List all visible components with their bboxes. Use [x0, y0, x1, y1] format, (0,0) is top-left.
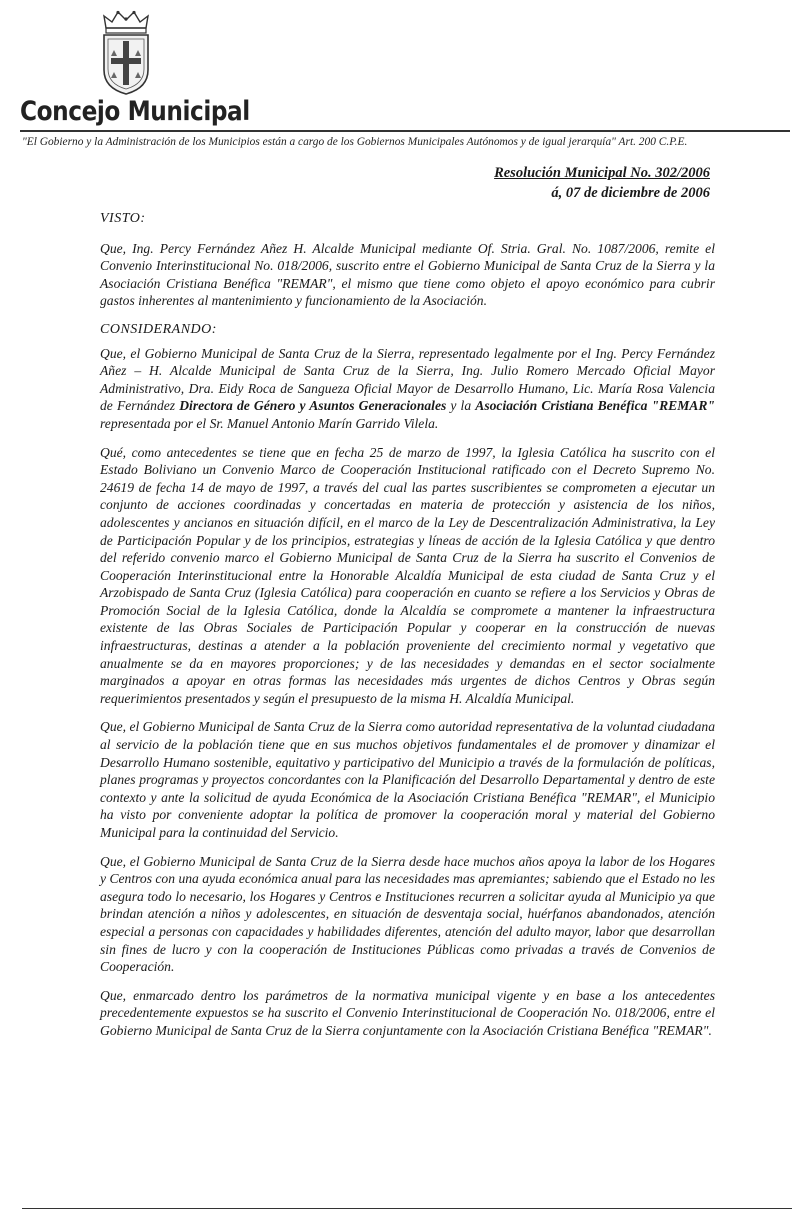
paragraph-text: representada por el Sr. Manuel Antonio Marín Garrido Vilela.: [100, 415, 439, 431]
considerando-paragraph-1: [100, 345, 715, 433]
bold-asociacion-remar: Asociación Cristiana Benéfica "REMAR": [475, 398, 715, 414]
paragraph-text: y la: [446, 398, 476, 414]
visto-heading: VISTO:: [100, 211, 146, 226]
considerando-heading: CONSIDERANDO:: [100, 321, 217, 337]
resolution-date: á, 07 de diciembre de 2006: [551, 185, 710, 201]
header-divider: [20, 130, 790, 132]
considerando-paragraph-2: Qué, como antecedentes se tiene que en fecha 25 de marzo de 1997, la Iglesia Católica ha suscrito con el Estado Boliviano un Convenio Marco de Cooperación Institucional ratificado con el Decreto Supremo No. 24619 de fecha 14 de mayo de 1997, a través del cual las partes suscribientes se comprometen a ejecutar un conjunto de acciones coordinadas y concertadas en materia de protección y asistencia de los niños, adolescentes y ancianos en situación difícil, en el marco de la Ley de Descentralización Administrativa, la Ley de Participación Popular y de los principios, estrategias y líneas de acción de la Iglesia Católica y que dentro del referido convenio marco el Gobierno Municipal de Santa Cruz de la Sierra ha suscrito el Convenios de Cooperación Interinstitucional entre la Honorable Alcaldía Municipal de esta ciudad de Santa Cruz y el Arzobispado de Santa Cruz (Iglesia Católica) para cooperación en cuanto se refiere a los Servicios y Obras de Promoción Social de la Iglesia Católica, donde la Alcaldía se compromete a mantener la infraestructura existente de las Obras Sociales de Participación Popular y cooperar en la construcción de nuevas infraestructuras, destinas a atender a la población proveniente del crecimiento normal y vegetativo que anualmente se da en mayores proporciones; y de las necesidades y demandas en el sector socialmente marginados a apoyar en otras formas las necesidades más urgentes de dichos Centros y Obras según requerimientos presentados y según el presupuesto de la misma H. Alcaldía Municipal.: [100, 444, 715, 706]
resolution-block: [494, 163, 710, 203]
organization-title: Concejo Municipal: [20, 96, 250, 127]
coat-of-arms-icon: [98, 10, 154, 96]
paragraph-text: Que, el Gobierno Municipal de Santa Cruz de la Sierra, representado legalmente por el Ing. Percy Fernández Añez – H. Alcalde Municipal de Santa Cruz de la Sierra, Ing. Julio Romero Mercado Oficial Mayor Administrativo, Dra. Eidy Roca de Sangueza Oficial Mayor de Desarrollo Humano, Lic. María Rosa Valencia de Fernández: [100, 345, 715, 414]
header-motto: "El Gobierno y la Administración de los Municipios están a cargo de los Gobiernos Municipales Autónomos y de igual jerarquía" Art. 200 C.P.E.: [22, 136, 688, 148]
visto-paragraph: Que, Ing. Percy Fernández Añez H. Alcalde Municipal mediante Of. Stria. Gral. No. 1087/2006, remite el Convenio Interinstitucional No. 018/2006, suscrito entre el Gobierno Municipal de Santa Cruz de la Sierra y la Asociación Cristiana Benéfica "REMAR", el mismo que tiene como objeto el apoyo económico para cubrir gastos inherentes al mantenimiento y funcionamiento de la Asociación.: [100, 240, 715, 309]
resolution-number: Resolución Municipal No. 302/2006: [494, 165, 710, 181]
considerando-paragraph-5: Que, enmarcado dentro los parámetros de la normativa municipal vigente y en base a los antecedentes precedentemente expuestos se ha suscrito el Convenio Interinstitucional de Cooperación No. 018/2006, entre el Gobierno Municipal de Santa Cruz de la Sierra conjuntamente con la Asociación Cristiana Benéfica "REMAR".: [100, 987, 715, 1038]
document-body: [100, 210, 715, 1051]
bold-title-directora: Directora de Género y Asuntos Generacionales: [179, 398, 447, 414]
considerando-paragraph-4: Que, el Gobierno Municipal de Santa Cruz de la Sierra desde hace muchos años apoya la labor de los Hogares y Centros con una ayuda económica anual para las necesidades mas apremiantes; sabiendo que el Estado no les asegura todo lo necesario, los Hogares y Centros e Instituciones recurren a solicitar ayuda al Municipio ya que brindan atención a niños y adolescentes, en situación de desventaja social, huérfanos abandonados, atención especial a personas con capacidades y habilidades diferentes, atención del adulto mayor, labor que desarrollan sin fines de lucro y con la cooperación de Instituciones Públicas como privadas a través de Convenios de Cooperación.: [100, 853, 715, 975]
considerando-paragraph-3: Que, el Gobierno Municipal de Santa Cruz de la Sierra como autoridad representativa de la voluntad ciudadana al servicio de la población tiene que en sus muchos objetivos fundamentales el de promover y dinamizar el Desarrollo Humano sostenible, equitativo y participativo del Municipio a través de la formulación de políticas, planes programas y proyectos concordantes con la Planificación del Desarrollo Departamental y dentro de este contexto y ante la solicitud de ayuda Económica de la Asociación Cristiana Benéfica "REMAR", el Municipio ha visto por conveniente adoptar la política de promover la cooperación moral y material del Gobierno Municipal para la continuidad del Servicio.: [100, 719, 715, 840]
footer-divider: [22, 1208, 792, 1209]
